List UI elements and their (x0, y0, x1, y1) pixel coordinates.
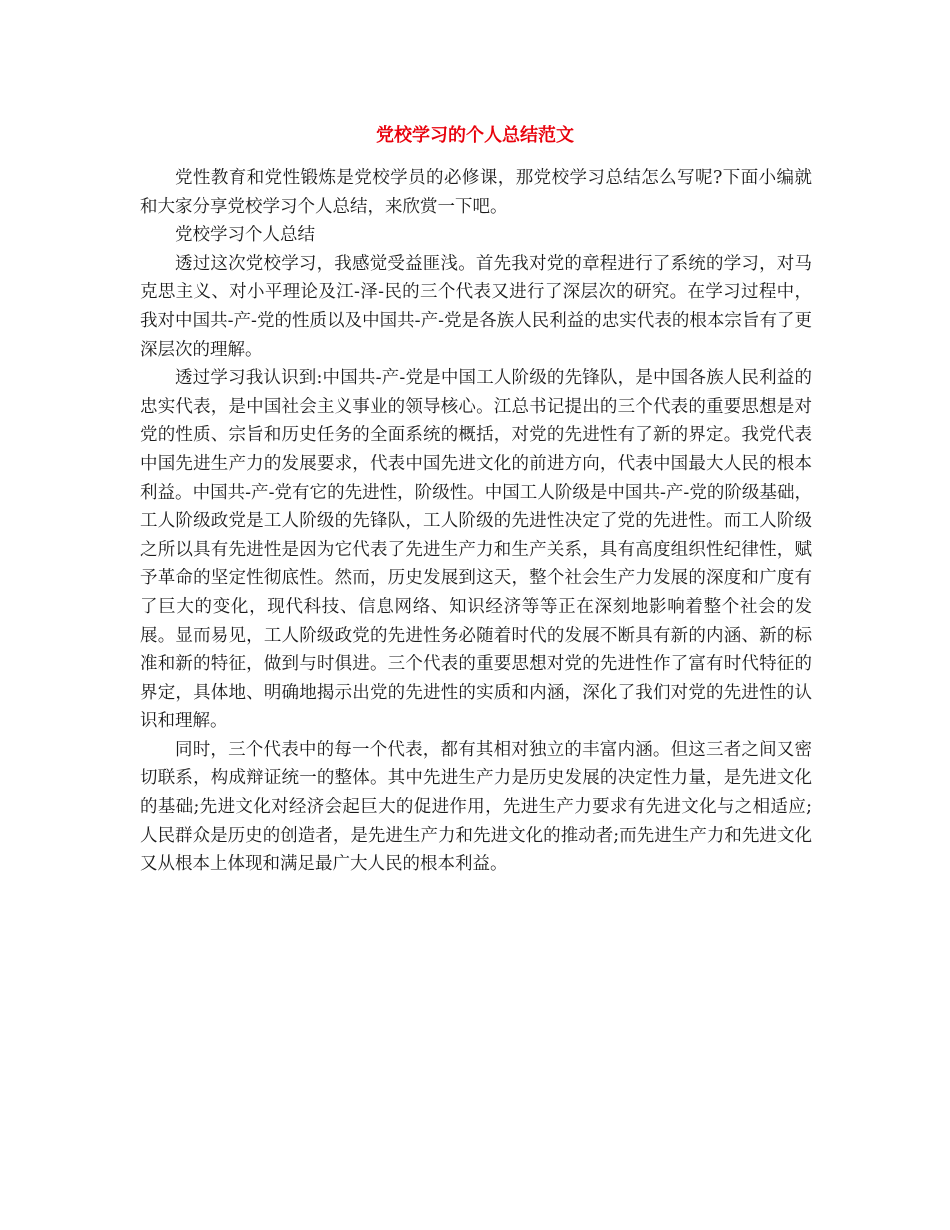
document-title: 党校学习的个人总结范文 (376, 125, 574, 146)
paragraph-3: 同时，三个代表中的每一个代表，都有其相对独立的丰富内涵。但这三者之间又密切联系，构成辩证统一的整体。其中先进生产力是历史发展的决定性力量，是先进文化的基础;先进文化对经济会起巨大的促进作用，先进生产力要求有先进文化与之相适应;人民群众是历史的创造者，是先进生产力和先进文化的推动者;而先进生产力和先进文化又从根本上体现和满足最广大人民的根本利益。 (140, 739, 812, 875)
section-heading: 党校学习个人总结 (175, 225, 315, 246)
document-body (140, 164, 812, 879)
paragraph-intro: 党性教育和党性锻炼是党校学员的必修课，那党校学习总结怎么写呢?下面小编就和大家分享党校学习个人总结，来欣赏一下吧。 (140, 168, 812, 217)
paragraph-2: 透过学习我认识到:中国共-产-党是中国工人阶级的先锋队，是中国各族人民利益的忠实代表，是中国社会主义事业的领导核心。江总书记提出的三个代表的重要思想是对党的性质、宗旨和历史任务的全面系统的概括，对党的先进性有了新的界定。我党代表中国先进生产力的发展要求，代表中国先进文化的前进方向，代表中国最大人民的根本利益。中国共-产-党有它的先进性，阶级性。中国工人阶级是中国共-产-党的阶级基础，工人阶级政党是工人阶级的先锋队，工人阶级的先进性决定了党的先进性。而工人阶级之所以具有先进性是因为它代表了先进生产力和生产关系，具有高度组织性纪律性，赋予革命的坚定性彻底性。然而，历史发展到这天，整个社会生产力发展的深度和广度有了巨大的变化，现代科技、信息网络、知识经济等等正在深刻地影响着整个社会的发展。显而易见，工人阶级政党的先进性务必随着时代的发展不断具有新的内涵、新的标准和新的特征，做到与时俱进。三个代表的重要思想对党的先进性作了富有时代特征的界定，具体地、明确地揭示出党的先进性的实质和内涵，深化了我们对党的先进性的认识和理解。 (140, 368, 812, 732)
paragraph-1: 透过这次党校学习，我感觉受益匪浅。首先我对党的章程进行了系统的学习，对马克思主义、对小平理论及江-泽-民的三个代表又进行了深层次的研究。在学习过程中，我对中国共-产-党的性质以及中国共-产-党是各族人民利益的忠实代表的根本宗旨有了更深层次的理解。 (140, 253, 812, 360)
